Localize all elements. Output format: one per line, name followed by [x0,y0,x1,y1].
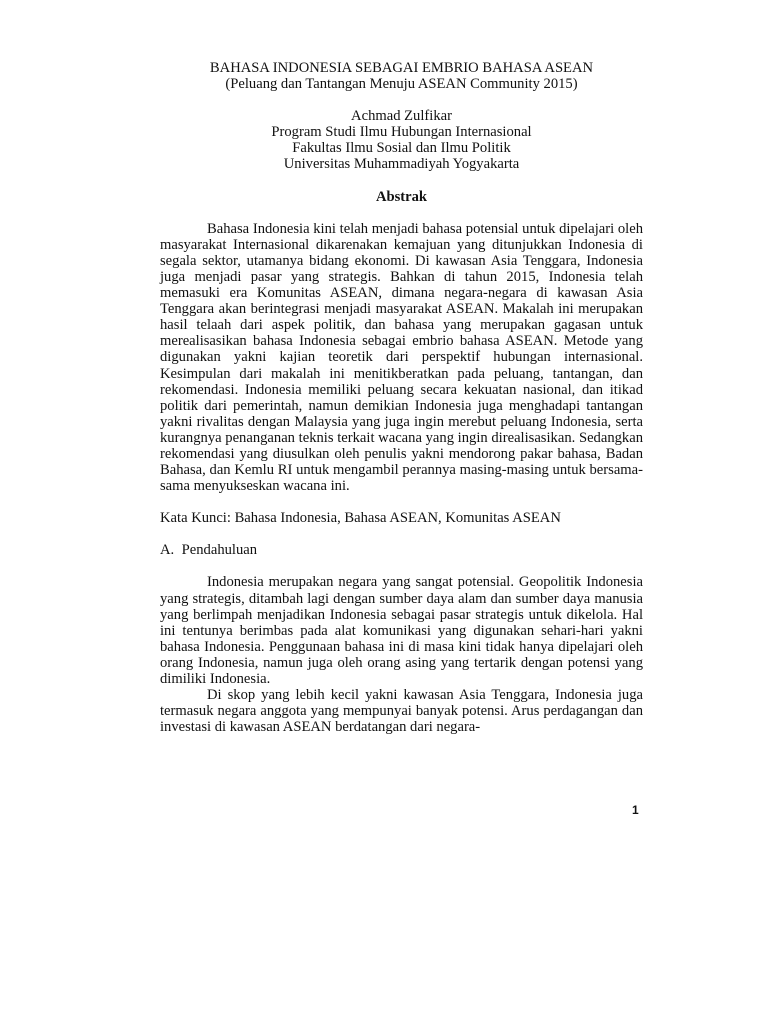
body-paragraph-1: Indonesia merupakan negara yang sangat potensial. Geopolitik Indonesia yang strategis, ditambah lagi dengan sumber daya alam dan sumber daya manusia yang berlimpah menjadikan Indonesia sebagai pasar strategis untuk dikelola. Hal ini tentunya berimbas pada alat komunikasi yang digunakan sehari-hari yakni bahasa Indonesia. Penggunaan bahasa ini di masa kini tidak hanya dipelajari oleh orang Indonesia, namun juga oleh orang asing yang tertarik dengan potensi yang dimiliki Indonesia. [160,574,643,687]
document-page [160,60,643,735]
abstract-heading: Abstrak [375,188,428,205]
author-name: Achmad Zulfikar [351,108,452,125]
paper-subtitle: (Peluang dan Tantangan Menuju ASEAN Community 2015) [225,76,578,93]
author-faculty: Fakultas Ilmu Sosial dan Ilmu Politik [292,140,511,157]
section-number: A. [160,542,175,559]
author-program: Program Studi Ilmu Hubungan Internasional [271,124,532,141]
body-paragraph-2: Di skop yang lebih kecil yakni kawasan Asia Tenggara, Indonesia juga termasuk negara anggota yang mempunyai banyak potensi. Arus perdagangan dan investasi di kawasan ASEAN berdatangan dari negara- [160,687,643,736]
keywords: Kata Kunci: Bahasa Indonesia, Bahasa ASEAN, Komunitas ASEAN [160,510,561,527]
title-block [160,60,643,92]
author-university: Universitas Muhammadiyah Yogyakarta [283,156,520,173]
author-block [160,108,643,172]
section-heading [160,542,643,558]
abstract-body: Bahasa Indonesia kini telah menjadi bahasa potensial untuk dipelajari oleh masyarakat Internasional dikarenakan kemajuan yang ditunjukkan Indonesia di segala sektor, utamanya bidang ekonomi. Di kawasan Asia Tenggara, Indonesia juga menjadi pasar yang strategis. Bahkan di tahun 2015, Indonesia telah memasuki era Komunitas ASEAN, dimana negara-negara di kawasan Asia Tenggara akan berintegrasi menjadi masyarakat ASEAN. Makalah ini merupakan hasil telaah dari aspek politik, dan bahasa yang merupakan gagasan untuk merealisasikan bahasa Indonesia sebagai embrio bahasa ASEAN. Metode yang digunakan yakni kajian teoretik dari perspektif hubungan internasional. Kesimpulan dari makalah ini menitikberatkan pada peluang, tantangan, dan rekomendasi. Indonesia memiliki peluang secara kekuatan nasional, dan itikad politik dari pemerintah, namun demikian Indonesia juga menghadapi tantangan yakni rivalitas dengan Malaysia yang juga ingin merebut peluang Indonesia, serta kurangnya penanganan teknis terkait wacana yang ingin direalisasikan. Sedangkan rekomendasi yang diusulkan oleh penulis yakni mendorong pakar bahasa, Badan Bahasa, dan Kemlu RI untuk mengambil perannya masing-masing untuk bersama-sama menyukseskan wacana ini. [160,220,643,495]
section-title: Pendahuluan [181,542,258,559]
page-number: 1 [632,803,639,817]
paper-title: BAHASA INDONESIA SEBAGAI EMBRIO BAHASA ASEAN [209,60,594,76]
